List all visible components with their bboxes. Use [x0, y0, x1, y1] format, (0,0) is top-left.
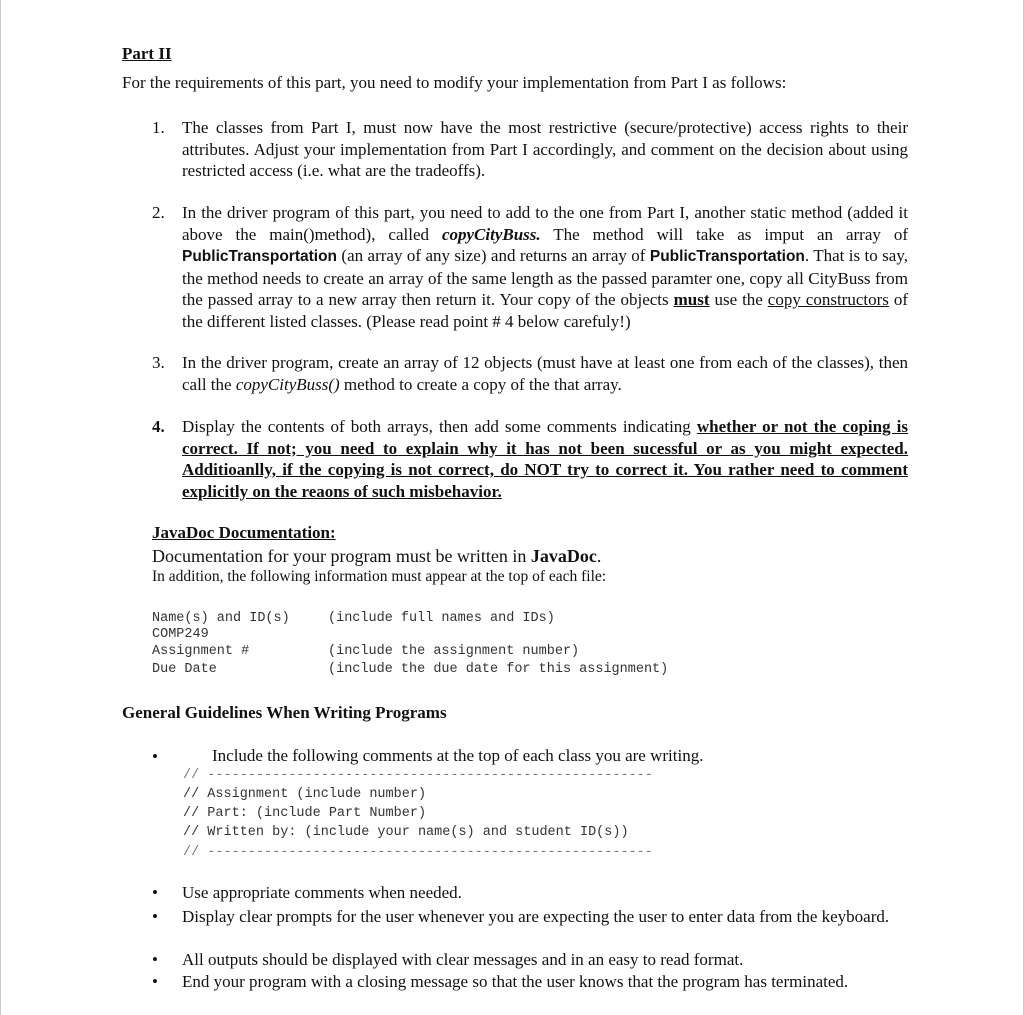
guideline-first: Include the following comments at the top of each class you are writing. — [212, 746, 704, 765]
text-run: . That is to say, the method needs to create an array of the same length as the passed paramter one, copy all CityBuss from the passed array to a new array then return it. Your copy of the objects — [182, 246, 908, 309]
list-item-text: The classes from Part I, must now have the most restrictive (secure/protective) access rights to their attributes. Adjust your implementation from Part I accordingly, and comment on the decision about using restricted access (i.e. what are the tradeoffs). — [182, 118, 908, 180]
guideline-bullet — [152, 883, 908, 903]
emphasis-copy-constructors: copy constructors — [767, 290, 889, 309]
part-intro: For the requirements of this part, you need to modify your implementation from Part I as follows: — [122, 73, 787, 92]
list-item-3 — [152, 352, 908, 395]
text-run: method to create a copy of the that array. — [339, 374, 622, 394]
guideline-text: All outputs should be displayed with clear messages and in an easy to read format. — [182, 950, 744, 969]
text-run: use the — [709, 290, 768, 309]
method-name: copyCityBuss. — [441, 224, 541, 244]
header-label: COMP249 — [152, 627, 209, 642]
header-label: Assignment # — [152, 644, 250, 659]
list-item-text — [182, 202, 908, 332]
header-note: (include the due date for this assignment) — [328, 662, 669, 677]
list-item-1 — [152, 117, 908, 182]
list-number: 3. — [152, 353, 165, 372]
javadoc-term: JavaDoc — [530, 546, 597, 566]
javadoc-heading: JavaDoc Documentation: — [152, 523, 336, 542]
bullet-dot: • — [152, 747, 158, 766]
list-item-text — [182, 352, 908, 395]
bullet-dot: • — [152, 883, 158, 902]
code-separator: // ------------------------------------------------------- — [183, 845, 653, 860]
code-line: // Assignment (include number) — [183, 787, 427, 802]
text-run: Documentation for your program must be written in — [152, 546, 531, 566]
bullet-dot: • — [152, 972, 158, 991]
guidelines-heading: General Guidelines When Writing Programs — [122, 703, 447, 722]
code-line: // Part: (include Part Number) — [183, 806, 427, 821]
class-name: PublicTransportation — [182, 248, 338, 265]
guideline-bullet — [152, 950, 908, 970]
list-number: 2. — [152, 203, 165, 222]
header-note: (include the assignment number) — [328, 644, 580, 659]
text-run: In the driver program, create an array of 12 objects (must have at least one from each of the classes), then call the — [182, 353, 908, 394]
header-note: (include full names and IDs) — [328, 611, 555, 626]
emphasis-must: must — [673, 290, 710, 309]
guideline-bullet — [152, 972, 908, 992]
bullet-dot: • — [152, 907, 158, 926]
guideline-text: Display clear prompts for the user whenever you are expecting the user to enter data from the keyboard. — [182, 907, 890, 926]
text-run: of the different listed classes. (Please read point # 4 below carefuly!) — [182, 290, 909, 331]
emphasis-block: whether or not the coping is correct. If not; you need to explain why it has not been sucessful or as you might expected. Additioanlly, if the copying is not correct, do NOT try to correct it. You rather need to comment explicitly on the reaons of such misbehavior. — [182, 417, 908, 501]
header-label: Due Date — [152, 662, 217, 677]
javadoc-note: In addition, the following information must appear at the top of each file: — [152, 568, 607, 585]
part-title: Part II — [122, 44, 172, 63]
code-separator: // ------------------------------------------------------- — [183, 768, 653, 783]
guideline-text: End your program with a closing message so that the user knows that the program has terminated. — [182, 972, 849, 991]
text-run: In the driver program of this part, you need to add to the one from Part I, another static method (added it above the main()method), called — [182, 203, 908, 244]
javadoc-requirement — [152, 546, 601, 567]
text-run: (an array of any size) and returns an array of — [337, 246, 650, 265]
list-item-4 — [152, 416, 908, 502]
page-left-edge — [0, 0, 1, 1015]
code-line: // Written by: (include your name(s) and student ID(s)) — [183, 825, 629, 840]
class-name: PublicTransportation — [649, 248, 805, 265]
method-name: copyCityBuss() — [235, 374, 340, 394]
list-number: 1. — [152, 118, 165, 137]
list-number: 4. — [152, 417, 165, 436]
list-item-2 — [152, 202, 908, 332]
text-run: The method will take as imput an array of — [540, 224, 908, 244]
text-run: Display the contents of both arrays, then add some comments indicating — [182, 417, 697, 436]
bullet-dot: • — [152, 950, 158, 969]
guideline-bullet — [152, 906, 908, 927]
list-item-text — [182, 416, 908, 502]
guideline-text: Use appropriate comments when needed. — [182, 883, 462, 902]
text-run: . — [596, 546, 602, 566]
header-label: Name(s) and ID(s) — [152, 611, 290, 626]
